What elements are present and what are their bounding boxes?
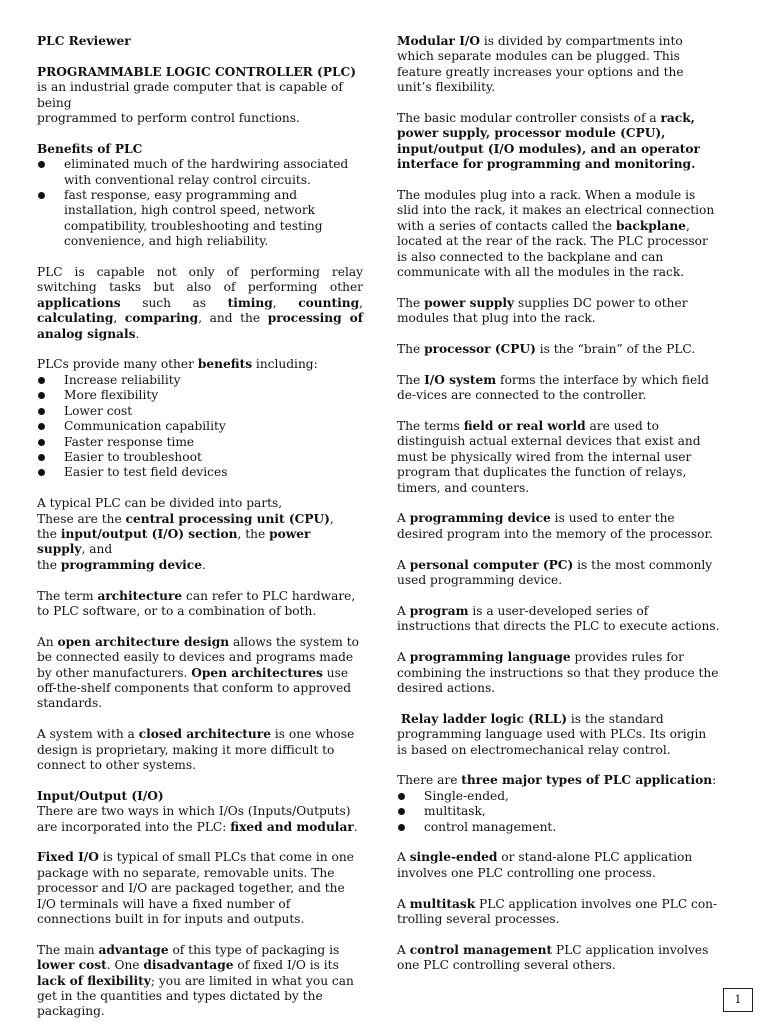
advantage-paragraph: The main advantage of this type of packaging is lower cost. One disadvantage of fixed I/O is its lack of flexibility; you are limited in what you can get in the quantities and types dictated by the packaging. bbox=[37, 942, 354, 1019]
multitask-paragraph: A multitask PLC application involves one PLC con-trolling several processes. bbox=[397, 896, 718, 926]
io-paragraph: Input/Output (I/O) There are two ways in which I/Os (Inputs/Outputs) are incorporated into the PLC: fixed and modular. bbox=[37, 788, 358, 834]
list-item: Single-ended, bbox=[397, 789, 720, 804]
capable-paragraph: PLC is capable not only of performing relay switching tasks but also of performing other applications such as timing, counting, calculating, comparing, and the processing of analog signals. bbox=[37, 265, 364, 341]
power-supply-paragraph: The power supply supplies DC power to other modules that plug into the rack. bbox=[397, 295, 688, 326]
list-item: Easier to troubleshoot bbox=[37, 450, 363, 465]
single-ended-paragraph: A single-ended or stand-alone PLC application involves one PLC controlling one process. bbox=[397, 850, 693, 880]
list-item: More flexibility bbox=[37, 388, 363, 403]
left-column bbox=[37, 34, 363, 1035]
list-item: Increase reliability bbox=[37, 373, 363, 388]
open-architecture-paragraph: An open architecture design allows the system to be connected easily to devices and programs made by other manufacturers. Open architectures use off-the-shelf components that conform to approved standards. bbox=[37, 634, 359, 711]
field-terms-paragraph: The terms field or real world are used to distinguish actual external devices that exist and must be physically wired from the internal user program that duplicates the function of relays, timers, and counters. bbox=[397, 419, 701, 495]
closed-architecture-paragraph: A system with a closed architecture is one whose design is proprietary, making it more difficult to connect to other systems. bbox=[37, 727, 355, 772]
list-item: Faster response time bbox=[37, 435, 363, 450]
list-item: Lower cost bbox=[37, 404, 363, 419]
program-paragraph: A program is a user-developed series of instructions that directs the PLC to execute actions. bbox=[397, 603, 720, 634]
architecture-paragraph: The term architecture can refer to PLC hardware, to PLC software, or to a combination of both. bbox=[37, 588, 356, 618]
list-item: control management. bbox=[397, 820, 720, 835]
benefits-heading: Benefits of PLC bbox=[37, 141, 143, 156]
parts-paragraph: A typical PLC can be divided into parts, These are the central processing unit (CPU), the input/output (I/O) section, the power supply, and the programming device. bbox=[37, 496, 334, 572]
programming-device-paragraph: A programming device is used to enter the desired program into the memory of the processor. bbox=[397, 511, 713, 541]
control-management-paragraph: A control management PLC application involves one PLC controlling several others. bbox=[397, 942, 709, 973]
backplane-paragraph: The modules plug into a rack. When a module is slid into the rack, it makes an electrical connection with a series of contacts called the backplane, located at the rear of the rack. The PLC processor is also connected to the backplane and can communicate with all the modules in the rack. bbox=[397, 188, 715, 280]
plc-definition: is an industrial grade computer that is capable of being programmed to perform control functions. bbox=[37, 80, 343, 126]
list-item: eliminated much of the hardwiring associated with conventional relay control circuits. bbox=[37, 157, 363, 188]
programming-language-paragraph: A programming language provides rules for combining the instructions so that they produce the desired actions. bbox=[397, 650, 719, 695]
benefits-list bbox=[37, 157, 363, 249]
provide-paragraph: PLCs provide many other benefits including: bbox=[37, 357, 318, 372]
plc-benefit-list bbox=[37, 373, 363, 481]
list-item: Communication capability bbox=[37, 419, 363, 434]
reviewer-title: PLC Reviewer bbox=[37, 34, 131, 48]
list-item: multitask, bbox=[397, 804, 720, 819]
fixed-io-paragraph: Fixed I/O is typical of small PLCs that come in one package with no separate, removable units. The processor and I/O are packaged together, and the I/O terminals will have a fixed number of connections built in for inputs and outputs. bbox=[37, 850, 354, 926]
application-types-paragraph: There are three major types of PLC application: bbox=[397, 773, 717, 788]
personal-computer-paragraph: A personal computer (PC) is the most commonly used programming device. bbox=[397, 557, 713, 588]
processor-paragraph: The processor (CPU) is the “brain” of the PLC. bbox=[397, 342, 696, 357]
page-number: 1 bbox=[723, 988, 753, 1012]
io-system-paragraph: The I/O system forms the interface by which field de-vices are connected to the controller. bbox=[397, 372, 709, 403]
modular-io-paragraph: Modular I/O is divided by compartments into which separate modules can be plugged. This feature greatly increases your options and the unit’s flexibility. bbox=[397, 34, 684, 95]
basic-controller-paragraph: The basic modular controller consists of a rack, power supply, processor module (CPU), input/output (I/O modules), and an operator interface for programming and monitoring. bbox=[397, 111, 700, 172]
relay-ladder-logic-paragraph: Relay ladder logic (RLL) is the standard programming language used with PLCs. Its origin is based on electromechanical relay control. bbox=[397, 711, 707, 757]
right-column bbox=[397, 34, 720, 989]
list-item: fast response, easy programming and installation, high control speed, network compatibility, troubleshooting and testing convenience, and high reliability. bbox=[37, 188, 363, 250]
list-item: Easier to test field devices bbox=[37, 465, 363, 480]
plc-heading: PROGRAMMABLE LOGIC CONTROLLER (PLC) bbox=[37, 64, 357, 79]
application-types-list bbox=[397, 789, 720, 835]
